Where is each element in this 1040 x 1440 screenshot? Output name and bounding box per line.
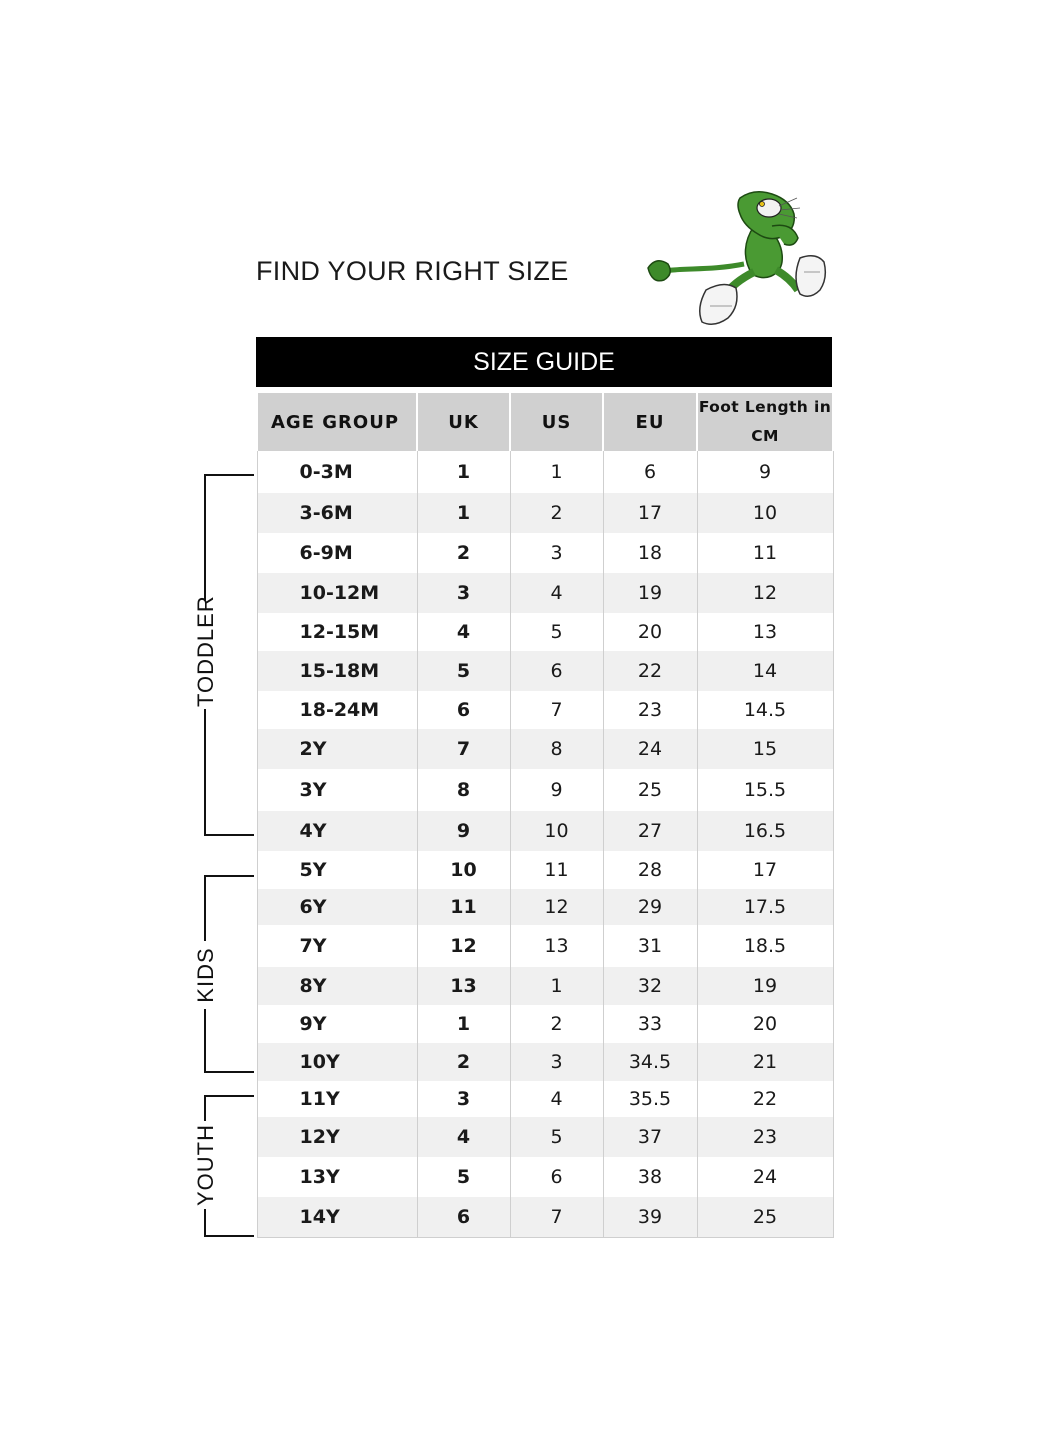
table-header-row: [257, 393, 833, 451]
us-cell: 1: [510, 967, 603, 1005]
age-cell: 5Y: [257, 851, 417, 889]
eu-cell: 29: [603, 889, 697, 925]
table-row: [257, 1117, 833, 1157]
table-row: [257, 889, 833, 925]
uk-cell: 1: [417, 1005, 510, 1043]
table-row: [257, 729, 833, 769]
table-row: [257, 493, 833, 533]
eu-cell: 18: [603, 533, 697, 573]
us-cell: 13: [510, 925, 603, 967]
foot-length-cell: 24: [697, 1157, 833, 1197]
uk-cell: 2: [417, 1043, 510, 1081]
group-label-youth: YOUTH: [191, 1121, 221, 1209]
uk-cell: 6: [417, 691, 510, 729]
uk-cell: 2: [417, 533, 510, 573]
header-foot-length: Foot Length in CM: [697, 393, 833, 451]
eu-cell: 35.5: [603, 1081, 697, 1117]
eu-cell: 31: [603, 925, 697, 967]
eu-cell: 33: [603, 1005, 697, 1043]
table-row: [257, 651, 833, 691]
eu-cell: 22: [603, 651, 697, 691]
foot-length-cell: 10: [697, 493, 833, 533]
foot-length-cell: 18.5: [697, 925, 833, 967]
running-green-lion-mascot-icon: [644, 186, 836, 332]
uk-cell: 7: [417, 729, 510, 769]
us-cell: 12: [510, 889, 603, 925]
table-row: [257, 769, 833, 811]
table-row: [257, 1197, 833, 1237]
age-cell: 12Y: [257, 1117, 417, 1157]
age-cell: 4Y: [257, 811, 417, 851]
uk-cell: 3: [417, 573, 510, 613]
age-cell: 10Y: [257, 1043, 417, 1081]
eu-cell: 27: [603, 811, 697, 851]
table-row: [257, 925, 833, 967]
uk-cell: 11: [417, 889, 510, 925]
header-age-group: AGE GROUP: [257, 393, 417, 451]
age-cell: 3Y: [257, 769, 417, 811]
uk-cell: 4: [417, 1117, 510, 1157]
uk-cell: 6: [417, 1197, 510, 1237]
age-cell: 6Y: [257, 889, 417, 925]
table-row: [257, 691, 833, 729]
uk-cell: 4: [417, 613, 510, 651]
age-cell: 3-6M: [257, 493, 417, 533]
uk-cell: 8: [417, 769, 510, 811]
table-row: [257, 811, 833, 851]
us-cell: 3: [510, 533, 603, 573]
group-label-kids: KIDS: [191, 941, 221, 1009]
uk-cell: 9: [417, 811, 510, 851]
age-cell: 2Y: [257, 729, 417, 769]
age-cell: 0-3M: [257, 451, 417, 493]
eu-cell: 6: [603, 451, 697, 493]
foot-length-cell: 9: [697, 451, 833, 493]
foot-length-cell: 11: [697, 533, 833, 573]
eu-cell: 20: [603, 613, 697, 651]
page-title: FIND YOUR RIGHT SIZE: [256, 256, 569, 286]
age-cell: 8Y: [257, 967, 417, 1005]
foot-length-cell: 23: [697, 1117, 833, 1157]
table-row: [257, 1005, 833, 1043]
uk-cell: 5: [417, 1157, 510, 1197]
us-cell: 5: [510, 1117, 603, 1157]
us-cell: 3: [510, 1043, 603, 1081]
age-cell: 12-15M: [257, 613, 417, 651]
header-us: US: [510, 393, 603, 451]
table-row: [257, 1081, 833, 1117]
age-cell: 15-18M: [257, 651, 417, 691]
eu-cell: 24: [603, 729, 697, 769]
uk-cell: 5: [417, 651, 510, 691]
uk-cell: 1: [417, 451, 510, 493]
foot-length-cell: 20: [697, 1005, 833, 1043]
foot-length-cell: 17: [697, 851, 833, 889]
us-cell: 6: [510, 651, 603, 691]
us-cell: 4: [510, 1081, 603, 1117]
size-chart-table: [256, 393, 834, 1238]
group-label-toddler: TODDLER: [191, 601, 221, 709]
foot-length-cell: 21: [697, 1043, 833, 1081]
foot-length-cell: 22: [697, 1081, 833, 1117]
us-cell: 7: [510, 1197, 603, 1237]
header-uk: UK: [417, 393, 510, 451]
foot-length-cell: 14.5: [697, 691, 833, 729]
table-row: [257, 1043, 833, 1081]
eu-cell: 34.5: [603, 1043, 697, 1081]
eu-cell: 17: [603, 493, 697, 533]
us-cell: 9: [510, 769, 603, 811]
us-cell: 2: [510, 1005, 603, 1043]
age-cell: 18-24M: [257, 691, 417, 729]
table-row: [257, 533, 833, 573]
foot-length-cell: 14: [697, 651, 833, 691]
us-cell: 2: [510, 493, 603, 533]
us-cell: 1: [510, 451, 603, 493]
table-row: [257, 573, 833, 613]
foot-length-cell: 15: [697, 729, 833, 769]
age-cell: 11Y: [257, 1081, 417, 1117]
age-cell: 14Y: [257, 1197, 417, 1237]
uk-cell: 12: [417, 925, 510, 967]
table-row: [257, 1157, 833, 1197]
eu-cell: 28: [603, 851, 697, 889]
eu-cell: 37: [603, 1117, 697, 1157]
foot-length-cell: 17.5: [697, 889, 833, 925]
uk-cell: 10: [417, 851, 510, 889]
eu-cell: 25: [603, 769, 697, 811]
us-cell: 6: [510, 1157, 603, 1197]
table-row: [257, 851, 833, 889]
age-cell: 9Y: [257, 1005, 417, 1043]
foot-length-cell: 16.5: [697, 811, 833, 851]
us-cell: 10: [510, 811, 603, 851]
foot-length-cell: 13: [697, 613, 833, 651]
eu-cell: 19: [603, 573, 697, 613]
table-row: [257, 967, 833, 1005]
uk-cell: 13: [417, 967, 510, 1005]
eu-cell: 32: [603, 967, 697, 1005]
foot-length-cell: 15.5: [697, 769, 833, 811]
age-cell: 6-9M: [257, 533, 417, 573]
foot-length-cell: 25: [697, 1197, 833, 1237]
uk-cell: 1: [417, 493, 510, 533]
us-cell: 11: [510, 851, 603, 889]
table-row: [257, 451, 833, 493]
size-guide-banner: SIZE GUIDE: [256, 337, 832, 387]
us-cell: 7: [510, 691, 603, 729]
foot-length-cell: 12: [697, 573, 833, 613]
foot-length-cell: 19: [697, 967, 833, 1005]
header-eu: EU: [603, 393, 697, 451]
age-cell: 7Y: [257, 925, 417, 967]
table-row: [257, 613, 833, 651]
eu-cell: 23: [603, 691, 697, 729]
age-cell: 13Y: [257, 1157, 417, 1197]
eu-cell: 38: [603, 1157, 697, 1197]
eu-cell: 39: [603, 1197, 697, 1237]
us-cell: 5: [510, 613, 603, 651]
us-cell: 8: [510, 729, 603, 769]
us-cell: 4: [510, 573, 603, 613]
uk-cell: 3: [417, 1081, 510, 1117]
age-cell: 10-12M: [257, 573, 417, 613]
